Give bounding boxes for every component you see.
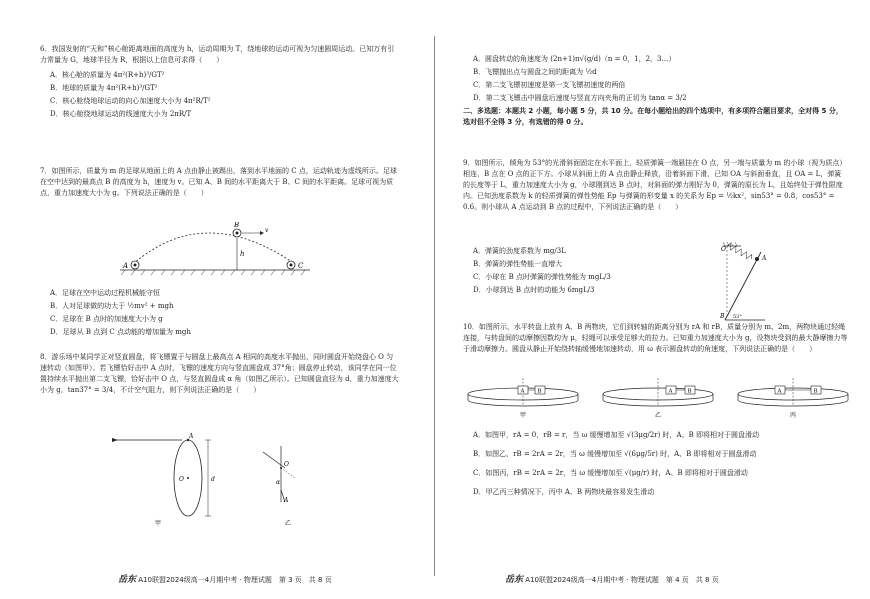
- q9-option-d: D．小球到达 B 点时的动能为 6mgL/3: [473, 286, 595, 294]
- label-o: O: [179, 476, 184, 483]
- q10-option-a: A．如图甲，rA = 0，rB = r，当 ω 缓慢增加至 √(3μg/2r) 时，A、B 即将相对于圆盘滑动: [473, 431, 759, 439]
- q9-option-b: B．弹簧的弹性势能一直增大: [473, 260, 563, 268]
- incline: [725, 252, 761, 320]
- label-a: A: [189, 433, 194, 440]
- question-10-options: [463, 428, 848, 500]
- q6-option-d: D．核心舱绕地球运动的线速度大小为 2πR/T: [50, 110, 192, 118]
- fig1-caption: 甲: [155, 520, 162, 527]
- label-a: A: [762, 255, 767, 262]
- label-a2: A: [284, 497, 289, 504]
- block-b: B: [537, 388, 542, 395]
- question-7-options: [40, 286, 400, 340]
- block-b: B: [813, 388, 818, 395]
- ball: [755, 257, 759, 261]
- q7-option-c: C．足球在 B 点时的加速度大小为 g: [50, 315, 163, 323]
- caption-a: 甲: [520, 412, 527, 419]
- football-trajectory-figure: [115, 222, 315, 282]
- q8-option-b: B．飞镖抛出点与圆盘之间的距离为 ½d: [473, 68, 597, 76]
- dart-disc-figure-2: [255, 432, 325, 527]
- label-b: B: [720, 313, 725, 320]
- trajectory-curve: [133, 233, 295, 264]
- q8-option-a: A．圆盘转动的角速度为 (2n+1)π√(g/d)（n = 0，1，2，3…）: [473, 55, 676, 63]
- caption-b: 乙: [655, 412, 662, 419]
- block-a: A: [520, 388, 525, 395]
- label-d: d: [211, 476, 215, 483]
- logo: 岳东: [505, 575, 524, 585]
- footer-text: A10联盟2024级高一4月期中考 · 物理试题 第 3 页 共 8 页: [138, 576, 332, 584]
- q6-stem: 6．我国发射的“天和”核心舱距离地面的高度为 h，运动周期为 T，绕地球的运动可视为匀速圆周运动。已知万有引力常量为 G，地球半径为 R，根据以上信息可求得（ ）: [40, 45, 395, 64]
- question-9: [463, 158, 848, 217]
- turntable-b: [603, 378, 713, 419]
- right-page: [435, 0, 870, 599]
- q10-option-b: B．如图乙，rB = 2rA = 2r，当 ω 缓慢增加至 √(6μg/5r) 时，A、B 即将相对于圆盘滑动: [473, 450, 757, 458]
- turntable-c: [738, 378, 848, 419]
- label-o: O: [721, 246, 726, 253]
- logo: 岳东: [118, 575, 137, 585]
- label-h: h: [240, 250, 245, 258]
- dart-disc-figure-1: [110, 432, 230, 527]
- q8-option-c: C．第二支飞镖初速度是第一支飞镖初速度的两倍: [473, 81, 626, 89]
- label-a: A: [123, 262, 129, 270]
- incline-spring-figure: [707, 240, 777, 324]
- fig2-caption: 乙: [285, 520, 292, 527]
- question-8-options: [463, 52, 843, 130]
- q6-option-c: C．核心舱绕地球运动的向心加速度大小为 4π²R/T²: [50, 97, 211, 105]
- question-10: [463, 322, 848, 359]
- section-2-heading: 二、多选题：本题共 2 小题，每小题 5 分，共 10 分。在每小题给出的四个选项中，有多项符合题目要求，全对得 5 分，选对但不全得 3 分，有选错的得 0 分。: [463, 107, 843, 126]
- footer-text: A10联盟2024级高一4月期中考 · 物理试题 第 4 页 共 8 页: [525, 576, 719, 584]
- q7-option-a: A．足球在空中运动过程机械能守恒: [50, 289, 161, 297]
- q7-stem: 7．如图所示，质量为 m 的足球从地面上的 A 点由静止被踢出，落到水平地面的 C 点，运动轨迹为虚线所示。足球在空中达到的最高点 B 的高度为 h，速度为 v。已知 A、B 间的水平距离大于 B、C 间的水平距离。足球可视为质点，重力加速度大小为 g。下列说法正确的是（ ）: [40, 167, 397, 197]
- q9-stem: 9．如图所示，倾角为 53°的光滑斜面固定在水平面上，轻质弹簧一端悬挂在 O 点，另一端与质量为 m 的小球（视为质点）相连，B 点在 O 点的正下方。小球从斜面上的 A 点由静止释放，沿着斜面下滑，已知 OA 与斜面垂直，且 OA = L，弹簧的长度等于 L，重力加速度大小为 g，小球刚到达 B 点时，对斜面的弹力刚好为 0，弹簧的原长为 L，且始终处于弹性限度内。已知劲度系数为 k 的轻质弹簧的弹性势能 Ep 与弹簧的形变量 x 的关系为 Ep = ½kx²，sin53° = 0.8，cos53° = 0.6。则小球从 A 点运动到 B 点的过程中，下列说法正确的是（ ）: [463, 159, 847, 211]
- label-c: C: [298, 262, 304, 270]
- block-a: A: [777, 388, 782, 395]
- q8-stem: 8．游乐场中某同学正对竖直圆盘，将飞镖置于与圆盘上最高点 A 相同的高度水平抛出，同时圆盘开始绕盘心 O 匀速转动（如图甲）。若飞镖恰好击中 A 点时，飞镖的速度方向与竖直圆盘成 37°角；圆盘停止转动，该同学在同一位置持续水平抛出第二支飞镖，恰好击中 O 点，与竖直圆盘成 α 角（如图乙所示）。已知圆盘直径为 d，重力加速度大小为 g，tan37° = 3/4，不计空气阻力，则下列说法正确的是（ ）: [40, 353, 399, 394]
- question-9-options: [463, 244, 693, 298]
- q10-option-d: D．甲乙丙三种情况下，丙中 A、B 两物块最容易发生滑动: [473, 488, 655, 496]
- turntable-figures: [463, 376, 853, 420]
- q8-option-d: D．第二支飞镖击中圆盘后速度与竖直方向夹角的正切为 tanα = 3/2: [473, 94, 687, 102]
- spring: [726, 242, 754, 260]
- q10-stem: 10．如图所示，水平转盘上放有 A、B 两物块，它们到转轴的距离分别为 rA 和 rB，质量分别为 m、2m，两物块通过轻绳连接，与转盘间的动摩擦因数均为 μ，轻绳可以承受足够大的拉力。已知重力加速度大小为 g，设物块受到的最大静摩擦力等于滑动摩擦力。圆盘从静止开始绕转轴缓慢地加速转动，用 ω 表示圆盘转动的角速度，下列说法正确的是（ ）: [463, 323, 848, 353]
- question-8: [40, 352, 400, 400]
- label-b: B: [234, 222, 240, 229]
- label-v: v: [265, 227, 269, 234]
- left-footer: [118, 572, 332, 585]
- q9-option-a: A．弹簧的劲度系数为 mg/3L: [473, 247, 566, 255]
- q7-option-d: D．足球从 B 点到 C 点动能的增加量为 mgh: [50, 328, 191, 336]
- q7-option-b: B．人对足球做的功大于 ½mv² + mgh: [50, 302, 174, 310]
- q10-option-c: C．如图丙，rB = 2rA = 2r，当 ω 缓慢增加至 √(μg/r) 时，A、B 即将相对于圆盘滑动: [473, 469, 748, 477]
- question-7: [40, 166, 400, 203]
- q9-option-c: C．小球在 B 点时弹簧的弹性势能为 mgL/3: [473, 273, 611, 281]
- right-footer: [505, 572, 719, 585]
- label-alpha: α: [276, 479, 281, 486]
- block-a: A: [668, 388, 673, 395]
- question-6: [40, 44, 400, 122]
- turntable-a: [468, 378, 578, 419]
- caption-c: 丙: [790, 412, 797, 419]
- q6-option-a: A．核心舱的质量为 4π²(R+h)³/GT²: [50, 71, 165, 79]
- label-o2: O: [284, 461, 289, 468]
- q6-option-b: B．地球的质量为 4π²(R+h)³/GT²: [50, 84, 158, 92]
- block-b: B: [687, 388, 692, 395]
- label-angle: 53°: [733, 314, 742, 320]
